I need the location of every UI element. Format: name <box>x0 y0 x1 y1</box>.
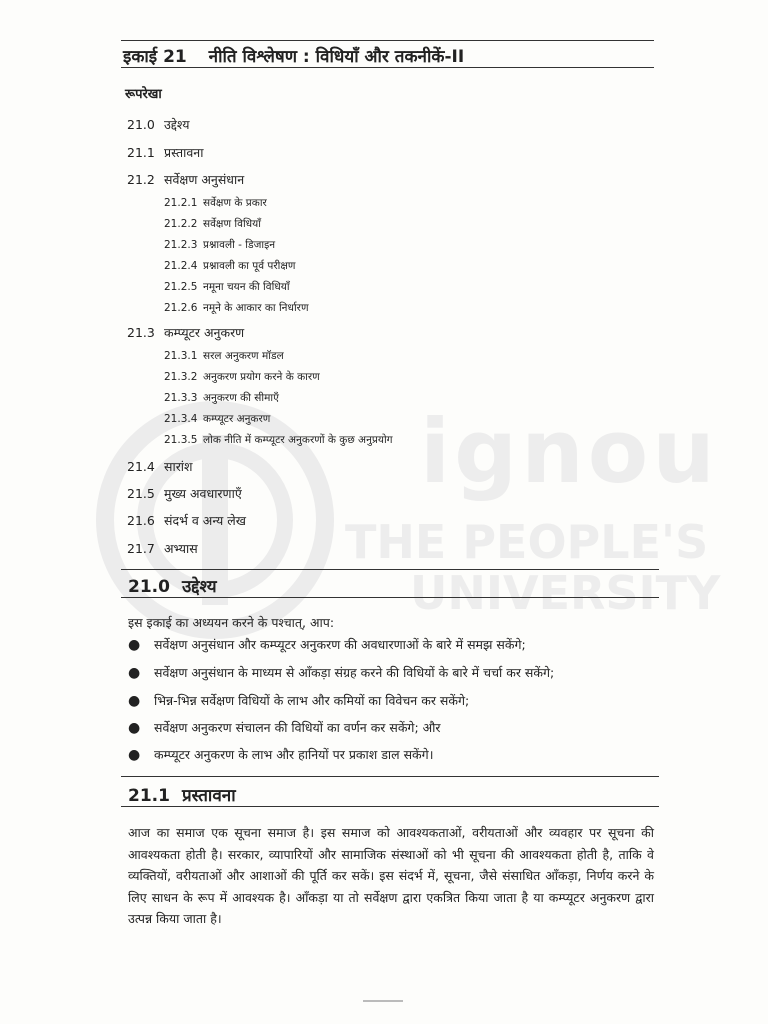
toc-item-21-5: 21.5 मुख्य अवधारणाएँ <box>127 486 242 501</box>
bullet-dot-icon: ● <box>128 693 141 709</box>
outline-heading: रूपरेखा <box>125 87 162 102</box>
toc-item-21-2-2: 21.2.2 सर्वेक्षण विधियाँ <box>164 218 261 230</box>
title-rule <box>121 67 654 68</box>
intro-paragraph: आज का समाज एक सूचना समाज है। इस समाज को आवश्यकताओं, वरीयताओं और व्यवहार पर सूचना की आवश्यकता होती है। सरकार, व्यापारियों और सामाजिक संस्थाओं को भी सूचना की आवश्यकता होती है, ताकि वे व्यक्तियों, वरीयताओं और आशाओं की पूर्ति कर सकें। इस संदर्भ में, सूचना, जैसे संसाधित आँकड़ा, निर्णय करने के लिए साधन के रूप में आवश्यक है। आँकड़ा या तो सर्वेक्षण द्वारा एकत्रित किया जाता है या कम्प्यूटर अनुकरण द्वारा उत्पन्न किया जाता है। <box>128 825 654 927</box>
scan-smudge <box>363 1000 403 1002</box>
watermark-university: UNIVERSITY <box>410 566 721 620</box>
toc-item-21-2-6: 21.2.6 नमूने के आकार का निर्धारण <box>164 302 309 314</box>
objective-item: ● सर्वेक्षण अनुकरण संचालन की विधियों का वर्णन कर सकेंगे; और <box>128 720 441 736</box>
toc-item-21-2-3: 21.2.3 प्रश्नावली - डिजाइन <box>164 239 276 251</box>
toc-item-21-7: 21.7 अभ्यास <box>127 541 198 556</box>
toc-item-21-6: 21.6 संदर्भ व अन्य लेख <box>127 513 246 528</box>
section-21-1-bottom-rule <box>121 806 659 807</box>
objective-item: ● सर्वेक्षण अनुसंधान के माध्यम से आँकड़ा संग्रह करने की विधियों के बारे में चर्चा कर सकेंगे; <box>128 665 555 681</box>
toc-item-21-4: 21.4 सारांश <box>127 459 193 474</box>
toc-item-21-0: 21.0 उद्देश्य <box>127 117 190 132</box>
bullet-dot-icon: ● <box>128 720 141 736</box>
section-21-0-heading: 21.0 उद्देश्य <box>128 577 217 597</box>
toc-item-21-2: 21.2 सर्वेक्षण अनुसंधान <box>127 172 245 187</box>
objective-item: ● कम्प्यूटर अनुकरण के लाभ और हानियों पर प्रकाश डाल सकेंगे। <box>128 747 434 763</box>
section-21-0-bottom-rule <box>121 597 659 598</box>
section-21-0-top-rule <box>121 569 659 570</box>
toc-item-21-1: 21.1 प्रस्तावना <box>127 145 204 160</box>
top-rule <box>121 40 654 41</box>
toc-item-21-2-4: 21.2.4 प्रश्नावली का पूर्व परीक्षण <box>164 260 296 272</box>
toc-item-21-3-1: 21.3.1 सरल अनुकरण मॉडल <box>164 350 284 362</box>
toc-item-21-3-3: 21.3.3 अनुकरण की सीमाएँ <box>164 392 279 404</box>
watermark-the-peoples: THE PEOPLE'S <box>345 515 709 569</box>
bullet-dot-icon: ● <box>128 637 141 653</box>
unit-title-text: नीति विश्लेषण : विधियाँ और तकनीकें-II <box>208 47 465 67</box>
toc-item-21-3-4: 21.3.4 कम्प्यूटर अनुकरण <box>164 413 271 425</box>
unit-title <box>123 44 464 67</box>
objectives-intro: इस इकाई का अध्ययन करने के पश्चात्, आप: <box>128 615 335 630</box>
toc-item-21-2-5: 21.2.5 नमूना चयन की विधियाँ <box>164 281 290 293</box>
toc-item-21-3-5: 21.3.5 लोक नीति में कम्प्यूटर अनुकरणों के कुछ अनुप्रयोग <box>164 434 393 446</box>
toc-item-21-3: 21.3 कम्प्यूटर अनुकरण <box>127 325 245 340</box>
section-21-1-top-rule <box>121 776 659 777</box>
objective-item: ● सर्वेक्षण अनुसंधान और कम्प्यूटर अनुकरण की अवधारणाओं के बारे में समझ सकेंगे; <box>128 637 526 653</box>
bullet-dot-icon: ● <box>128 747 141 763</box>
toc-item-21-2-1: 21.2.1 सर्वेक्षण के प्रकार <box>164 197 267 209</box>
toc-item-21-3-2: 21.3.2 अनुकरण प्रयोग करने के कारण <box>164 371 320 383</box>
bullet-dot-icon: ● <box>128 665 141 681</box>
section-21-1-heading: 21.1 प्रस्तावना <box>128 786 236 806</box>
objective-item: ● भिन्न-भिन्न सर्वेक्षण विधियों के लाभ और कमियों का विवेचन कर सकेंगे; <box>128 693 470 709</box>
unit-number: इकाई 21 <box>123 47 187 67</box>
watermark-ignou: ignou <box>420 400 719 503</box>
